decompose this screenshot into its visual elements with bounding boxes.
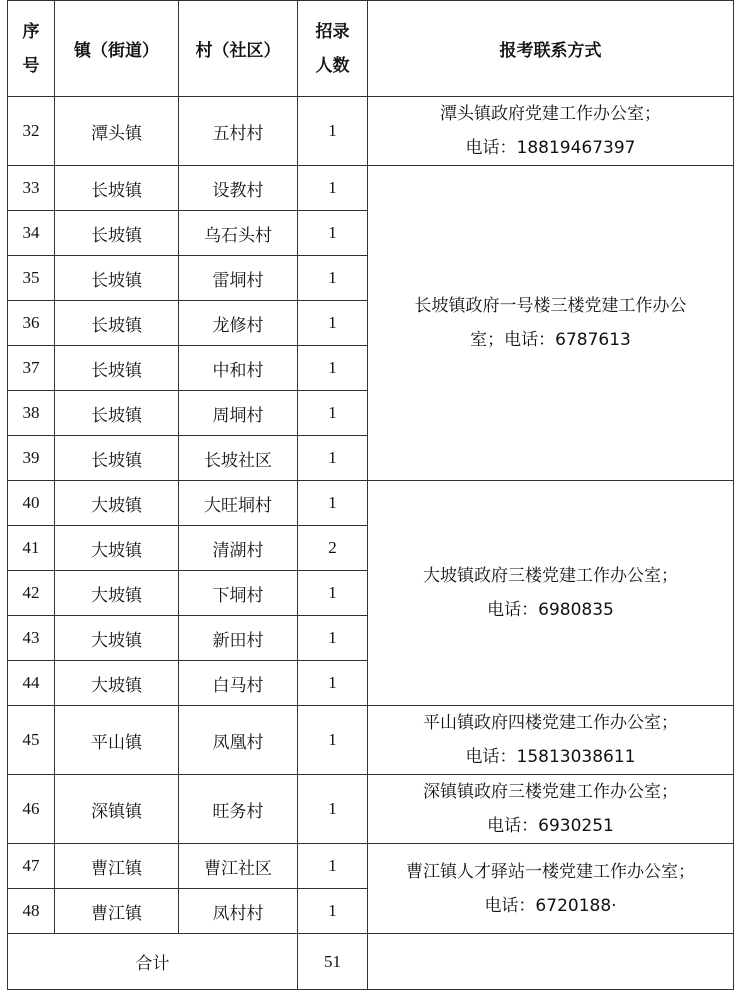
- row-count: 2: [298, 526, 368, 571]
- row-town: 大坡镇: [55, 571, 179, 616]
- contact-changpo: 长坡镇政府一号楼三楼党建工作办公 室；电话：6787613: [368, 166, 734, 481]
- row-count: 1: [298, 844, 368, 889]
- row-seq: 45: [8, 706, 55, 775]
- row-count: 1: [298, 97, 368, 166]
- recruitment-table: [7, 0, 734, 990]
- row-count: 1: [298, 661, 368, 706]
- row-seq: 44: [8, 661, 55, 706]
- row-seq: 42: [8, 571, 55, 616]
- row-town: 大坡镇: [55, 526, 179, 571]
- row-town: 平山镇: [55, 706, 179, 775]
- row-town: 长坡镇: [55, 256, 179, 301]
- row-town: 曹江镇: [55, 889, 179, 934]
- row-seq: 33: [8, 166, 55, 211]
- row-town: 长坡镇: [55, 391, 179, 436]
- row-count: 1: [298, 481, 368, 526]
- row-count: 1: [298, 571, 368, 616]
- row-town: 长坡镇: [55, 211, 179, 256]
- row-count: 1: [298, 436, 368, 481]
- table-row: [8, 844, 734, 889]
- row-village: 五村村: [179, 97, 298, 166]
- row-village: 周垌村: [179, 391, 298, 436]
- row-village: 凤凰村: [179, 706, 298, 775]
- total-count: 51: [298, 934, 368, 990]
- header-contact: 报考联系方式: [368, 1, 734, 97]
- row-seq: 32: [8, 97, 55, 166]
- row-seq: 34: [8, 211, 55, 256]
- row-count: 1: [298, 706, 368, 775]
- row-seq: 38: [8, 391, 55, 436]
- row-count: 1: [298, 256, 368, 301]
- row-village: 新田村: [179, 616, 298, 661]
- row-village: 龙修村: [179, 301, 298, 346]
- row-village: 设教村: [179, 166, 298, 211]
- row-count: 1: [298, 301, 368, 346]
- total-contact: [368, 934, 734, 990]
- row-village: 雷垌村: [179, 256, 298, 301]
- table-row: [8, 97, 734, 166]
- row-village: 乌石头村: [179, 211, 298, 256]
- row-town: 大坡镇: [55, 661, 179, 706]
- row-count: 1: [298, 391, 368, 436]
- header-village: 村（社区）: [179, 1, 298, 97]
- row-village: 大旺垌村: [179, 481, 298, 526]
- row-village: 长坡社区: [179, 436, 298, 481]
- row-seq: 46: [8, 775, 55, 844]
- header-row: [8, 1, 734, 97]
- contact-tantou: 潭头镇政府党建工作办公室； 电话：18819467397: [368, 97, 734, 166]
- row-seq: 39: [8, 436, 55, 481]
- row-town: 曹江镇: [55, 844, 179, 889]
- row-seq: 47: [8, 844, 55, 889]
- row-count: 1: [298, 889, 368, 934]
- row-seq: 40: [8, 481, 55, 526]
- row-count: 1: [298, 166, 368, 211]
- row-count: 1: [298, 211, 368, 256]
- table-row: [8, 166, 734, 211]
- row-town: 长坡镇: [55, 166, 179, 211]
- total-row: [8, 934, 734, 990]
- row-town: 长坡镇: [55, 346, 179, 391]
- contact-pingshan: 平山镇政府四楼党建工作办公室； 电话：15813038611: [368, 706, 734, 775]
- row-seq: 48: [8, 889, 55, 934]
- row-seq: 35: [8, 256, 55, 301]
- contact-caojiang: 曹江镇人才驿站一楼党建工作办公室； 电话：6720188·: [368, 844, 734, 934]
- table-row: [8, 775, 734, 844]
- row-seq: 36: [8, 301, 55, 346]
- row-town: 潭头镇: [55, 97, 179, 166]
- row-count: 1: [298, 346, 368, 391]
- row-town: 大坡镇: [55, 616, 179, 661]
- row-village: 白马村: [179, 661, 298, 706]
- table-row: [8, 481, 734, 526]
- row-village: 中和村: [179, 346, 298, 391]
- table-row: [8, 706, 734, 775]
- row-town: 长坡镇: [55, 436, 179, 481]
- row-village: 曹江社区: [179, 844, 298, 889]
- row-village: 旺务村: [179, 775, 298, 844]
- contact-shenzhen: 深镇镇政府三楼党建工作办公室； 电话：6930251: [368, 775, 734, 844]
- total-label: 合计: [8, 934, 298, 990]
- row-seq: 37: [8, 346, 55, 391]
- row-town: 大坡镇: [55, 481, 179, 526]
- contact-dapo: 大坡镇政府三楼党建工作办公室； 电话：6980835: [368, 481, 734, 706]
- header-town: 镇（街道）: [55, 1, 179, 97]
- header-count: 招录 人数: [298, 1, 368, 97]
- row-town: 深镇镇: [55, 775, 179, 844]
- row-seq: 43: [8, 616, 55, 661]
- header-seq: 序 号: [8, 1, 55, 97]
- row-seq: 41: [8, 526, 55, 571]
- row-count: 1: [298, 616, 368, 661]
- row-town: 长坡镇: [55, 301, 179, 346]
- row-village: 清湖村: [179, 526, 298, 571]
- row-village: 下垌村: [179, 571, 298, 616]
- row-count: 1: [298, 775, 368, 844]
- row-village: 凤村村: [179, 889, 298, 934]
